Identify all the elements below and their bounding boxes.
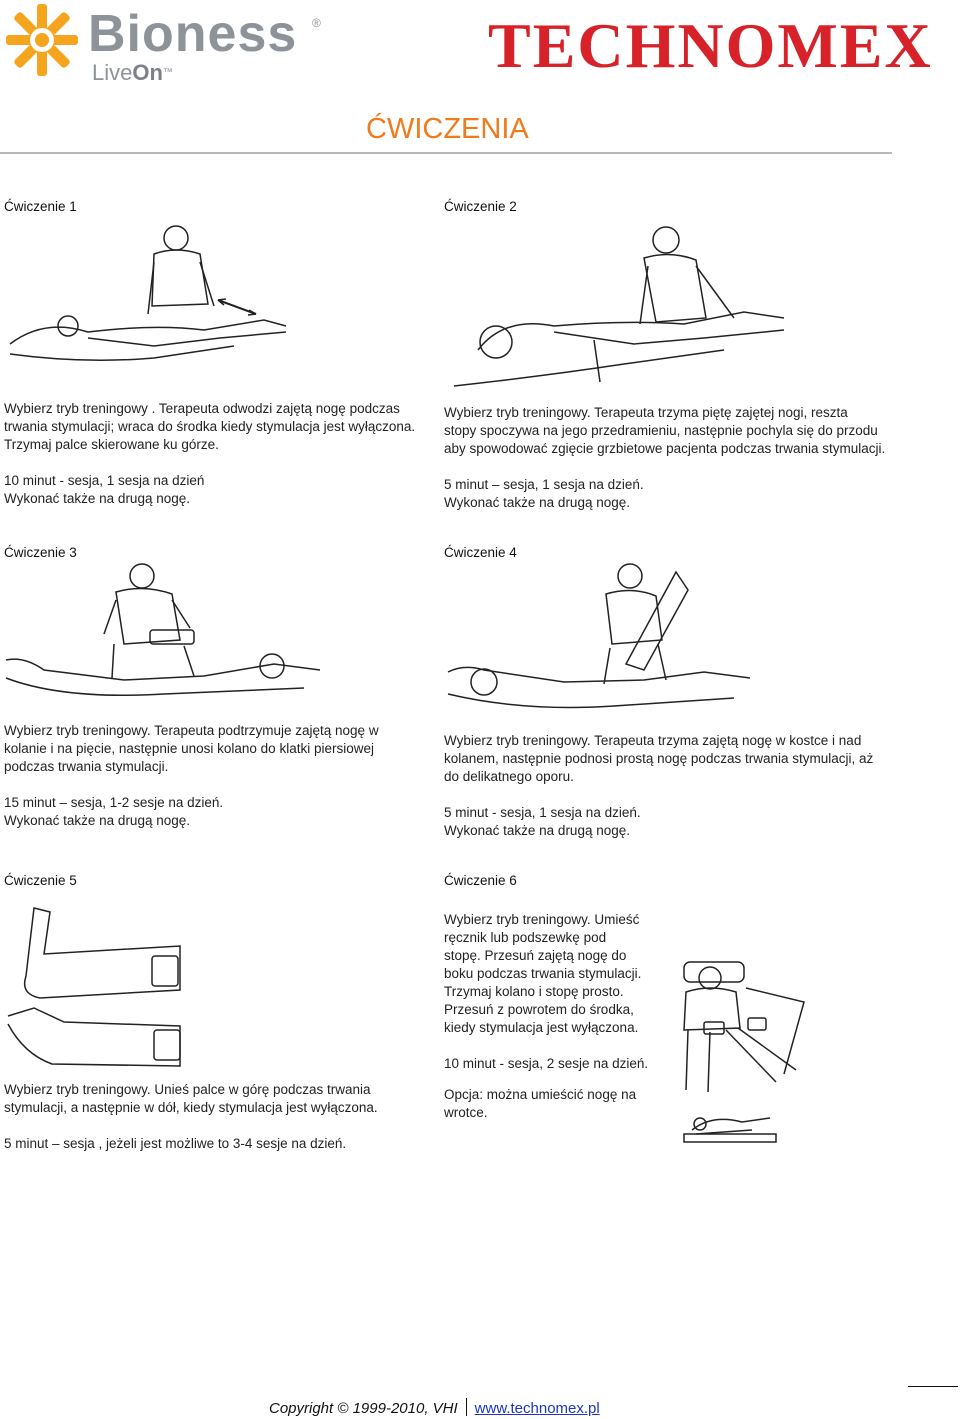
exercise-4-line: do delikatnego oporu. [444,769,574,784]
exercise-3-duration: 15 minut – sesja, 1-2 sesje na dzień. [4,795,224,810]
exercise-6-heading: Ćwiczenie 6 [444,873,517,888]
exercise-6-skateboard-illustration-icon [682,1104,778,1152]
exercise-6-illustration-icon [664,958,814,1100]
exercise-2-line: Wybierz tryb treningowy. Terapeuta trzyma piętę zajętej nogi, reszta [444,405,848,420]
exercise-6-line: Trzymaj kolano i stopę prosto. [444,984,624,999]
exercise-4-duration: 5 minut - sesja, 1 sesja na dzień. [444,805,641,820]
exercise-4-text [444,732,924,840]
footer-separator [466,1398,467,1416]
exercise-6-option: wrotce. [444,1105,488,1120]
bioness-logo-text: Bioness [88,5,298,63]
tagline-on: On [132,60,163,85]
exercise-2-line: stopy spoczywa na jego przedramieniu, następnie pochyla się do przodu [444,423,878,438]
exercise-2-text [444,404,924,512]
exercise-1-text [4,400,424,508]
exercise-3-heading: Ćwiczenie 3 [4,545,77,560]
tagline-tm: ™ [162,67,173,78]
exercise-2-line: aby spowodować zgięcie grzbietowe pacjenta podczas trwania stymulacji. [444,441,886,456]
footer-copyright: Copyright © 1999-2010, VHI [269,1400,458,1417]
exercise-1-line: Wybierz tryb treningowy . Terapeuta odwodzi zajętą nogę podczas [4,401,400,416]
exercise-6-line: kiedy stymulacja jest wyłączona. [444,1020,639,1035]
exercise-6-line: ręcznik lub podszewkę pod [444,930,607,945]
exercise-6-line: Przesuń z powrotem do środka, [444,1002,634,1017]
exercise-5-duration: 5 minut – sesja , jeżeli jest możliwe to 3-4 sesje na dzień. [4,1136,347,1151]
exercise-6-line: boku podczas trwania stymulacji. [444,966,642,981]
exercise-4-line: Wybierz tryb treningowy. Terapeuta trzyma zajętą nogę w kostce i nad [444,733,862,748]
exercise-5-line: stymulacji, a następnie w dół, kiedy stymulacja jest wyłączona. [4,1100,378,1115]
exercise-4-line: kolanem, następnie podnosi prostą nogę podczas trwania stymulacji, aż [444,751,874,766]
exercise-1-other-leg: Wykonać także na drugą nogę. [4,491,190,506]
exercise-6-line: Wybierz tryb treningowy. Umieść [444,912,640,927]
exercise-3-text [4,722,424,830]
exercise-1-heading: Ćwiczenie 1 [4,199,77,214]
footer [269,1398,600,1419]
exercise-3-line: kolanie i na pięcie, następnie unosi kolano do klatki piersiowej [4,741,374,756]
exercise-3-other-leg: Wykonać także na drugą nogę. [4,813,190,828]
exercise-1-duration: 10 minut - sesja, 1 sesja na dzień [4,473,205,488]
exercise-3-line: podczas trwania stymulacji. [4,759,169,774]
exercise-4-other-leg: Wykonać także na drugą nogę. [444,823,630,838]
exercise-6-duration: 10 minut - sesja, 2 sesje na dzień. [444,1056,649,1071]
exercise-1-line: trwania stymulacji; wraca do środka kiedy stymulacja jest wyłączona. [4,419,416,434]
footer-website-link[interactable]: www.technomex.pl [474,1400,600,1417]
footer-corner-rule [908,1386,958,1387]
title-divider [0,152,892,154]
bioness-sun-logo-icon [4,2,80,78]
exercise-2-heading: Ćwiczenie 2 [444,199,517,214]
technomex-logo-text: TECHNOMEX [488,10,933,81]
exercise-6-text [444,911,664,1122]
registered-mark: ® [312,16,321,30]
exercise-2-duration: 5 minut – sesja, 1 sesja na dzień. [444,477,644,492]
exercise-2-illustration-icon [444,214,790,392]
exercise-4-heading: Ćwiczenie 4 [444,545,517,560]
exercise-1-line: Trzymaj palce skierowane ku górze. [4,437,219,452]
exercise-5-heading: Ćwiczenie 5 [4,873,77,888]
bioness-tagline [92,62,173,84]
exercise-2-other-leg: Wykonać także na drugą nogę. [444,495,630,510]
exercise-1-illustration-icon [4,214,296,378]
exercise-5-illustration-icon [4,904,184,1078]
exercise-5-line: Wybierz tryb treningowy. Unieś palce w górę podczas trwania [4,1082,371,1097]
exercise-6-line: stopę. Przesuń zajętą nogę do [444,948,627,963]
exercise-4-illustration-icon [444,560,756,728]
exercise-5-text [4,1081,424,1153]
tagline-live: Live [92,60,133,85]
exercise-6-option: Opcja: można umieścić nogę na [444,1087,637,1102]
exercise-3-line: Wybierz tryb treningowy. Terapeuta podtrzymuje zajętą nogę w [4,723,379,738]
page-title: ĆWICZENIA [366,113,529,145]
exercise-3-illustration-icon [4,560,326,708]
